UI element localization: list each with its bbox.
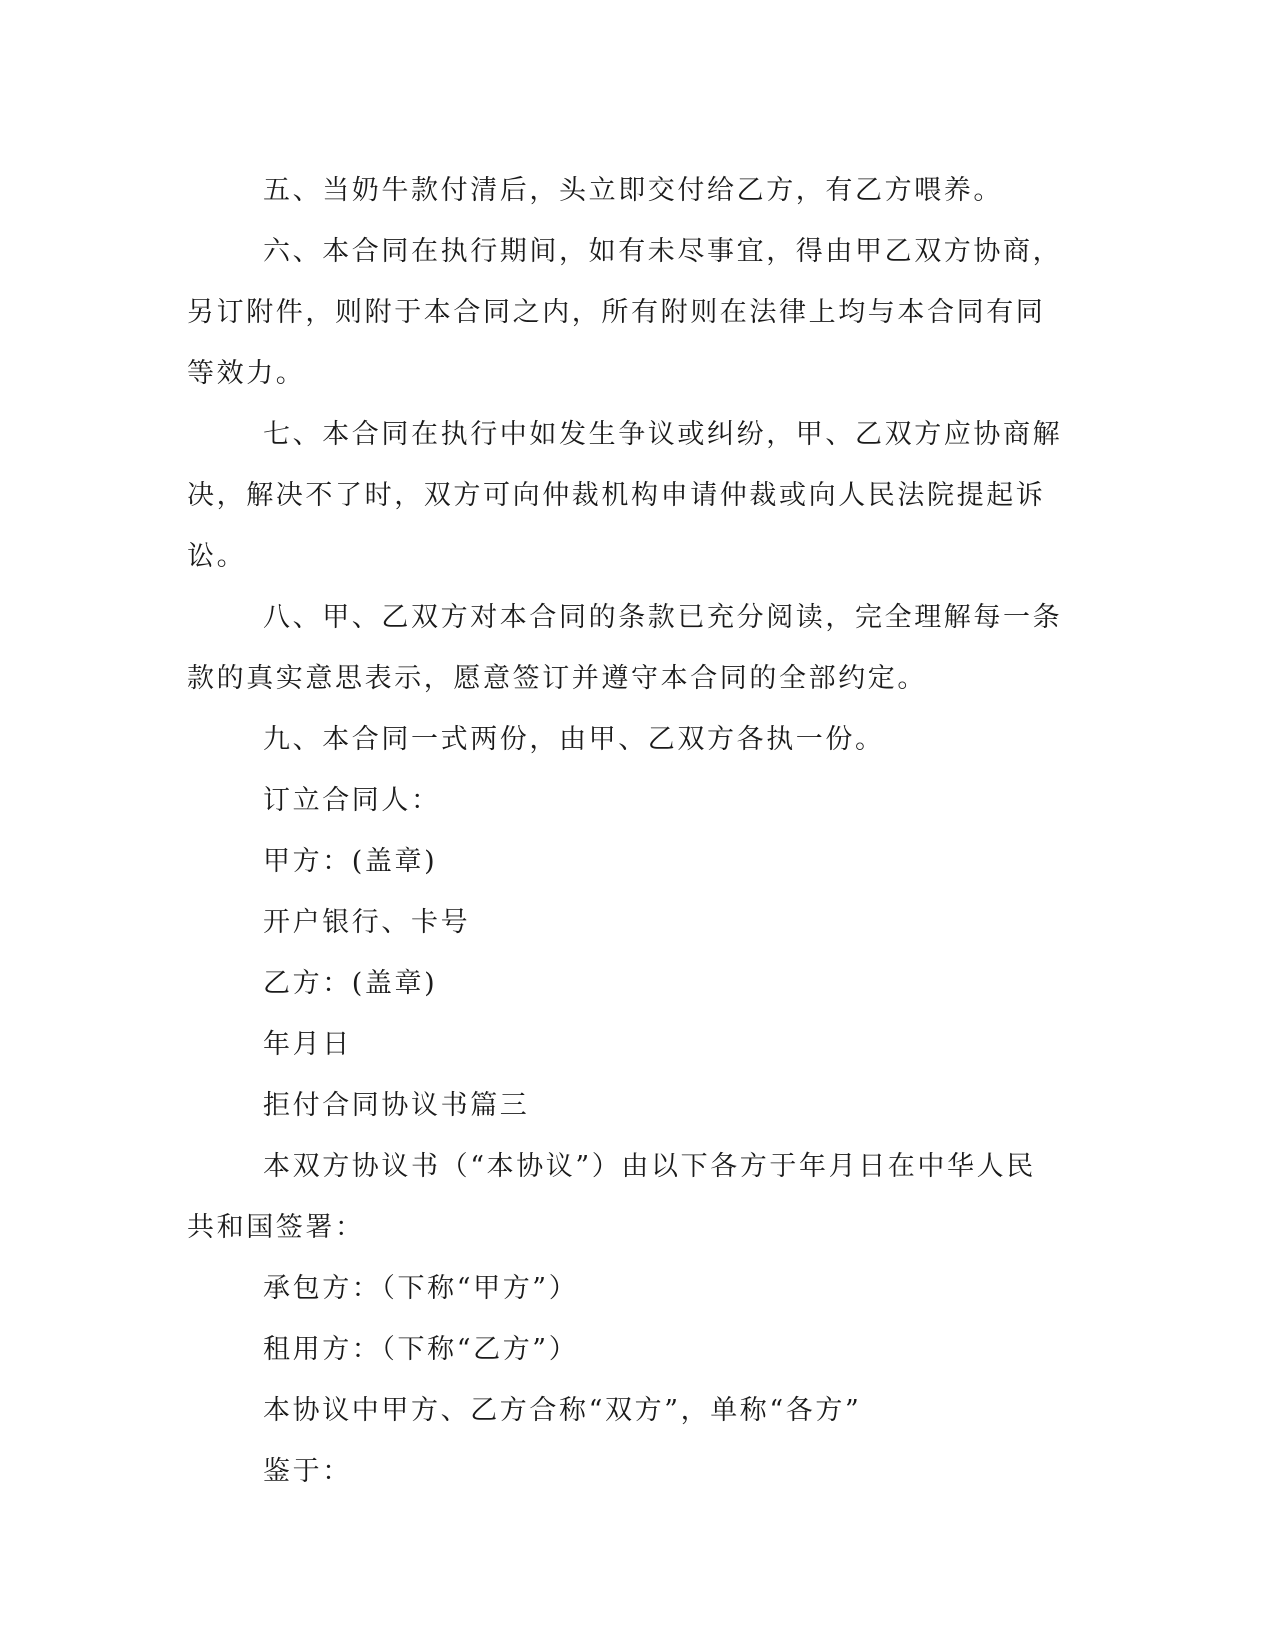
clause-nine: 九、本合同一式两份，由甲、乙双方各执一份。 — [263, 724, 885, 755]
party-a-seal: 甲方：(盖章) — [263, 846, 438, 877]
clause-seven: 七、本合同在执行中如发生争议或纠纷，甲、乙双方应协商解决，解决不了时，双方可向仲裁机构申请仲裁或向人民法院提起诉讼。 — [187, 419, 1063, 572]
clause-five: 五、当奶牛款付清后，头立即交付给乙方，有乙方喂养。 — [263, 175, 1003, 206]
signatories-heading: 订立合同人： — [263, 785, 441, 816]
lessee-line: 租用方：（下称“乙方”） — [263, 1334, 579, 1365]
date-line: 年月日 — [263, 1029, 352, 1060]
contractor-line: 承包方：（下称“甲方”） — [263, 1273, 579, 1304]
agreement-intro: 本双方协议书（“本协议”）由以下各方于年月日在中华人民共和国签署： — [187, 1151, 1036, 1243]
clause-eight: 八、甲、乙双方对本合同的条款已充分阅读，完全理解每一条款的真实意思表示，愿意签订并遵守本合同的全部约定。 — [187, 602, 1063, 694]
document-body — [187, 160, 1065, 1502]
bank-account-line: 开户银行、卡号 — [263, 907, 471, 938]
whereas-line: 鉴于： — [263, 1456, 352, 1487]
clause-six: 六、本合同在执行期间，如有未尽事宜，得由甲乙双方协商，另订附件，则附于本合同之内，所有附则在法律上均与本合同有同等效力。 — [187, 236, 1063, 389]
parties-definition: 本协议中甲方、乙方合称“双方”，单称“各方” — [263, 1395, 862, 1426]
section-title: 拒付合同协议书篇三 — [263, 1090, 530, 1121]
party-b-seal: 乙方：(盖章) — [263, 968, 438, 999]
